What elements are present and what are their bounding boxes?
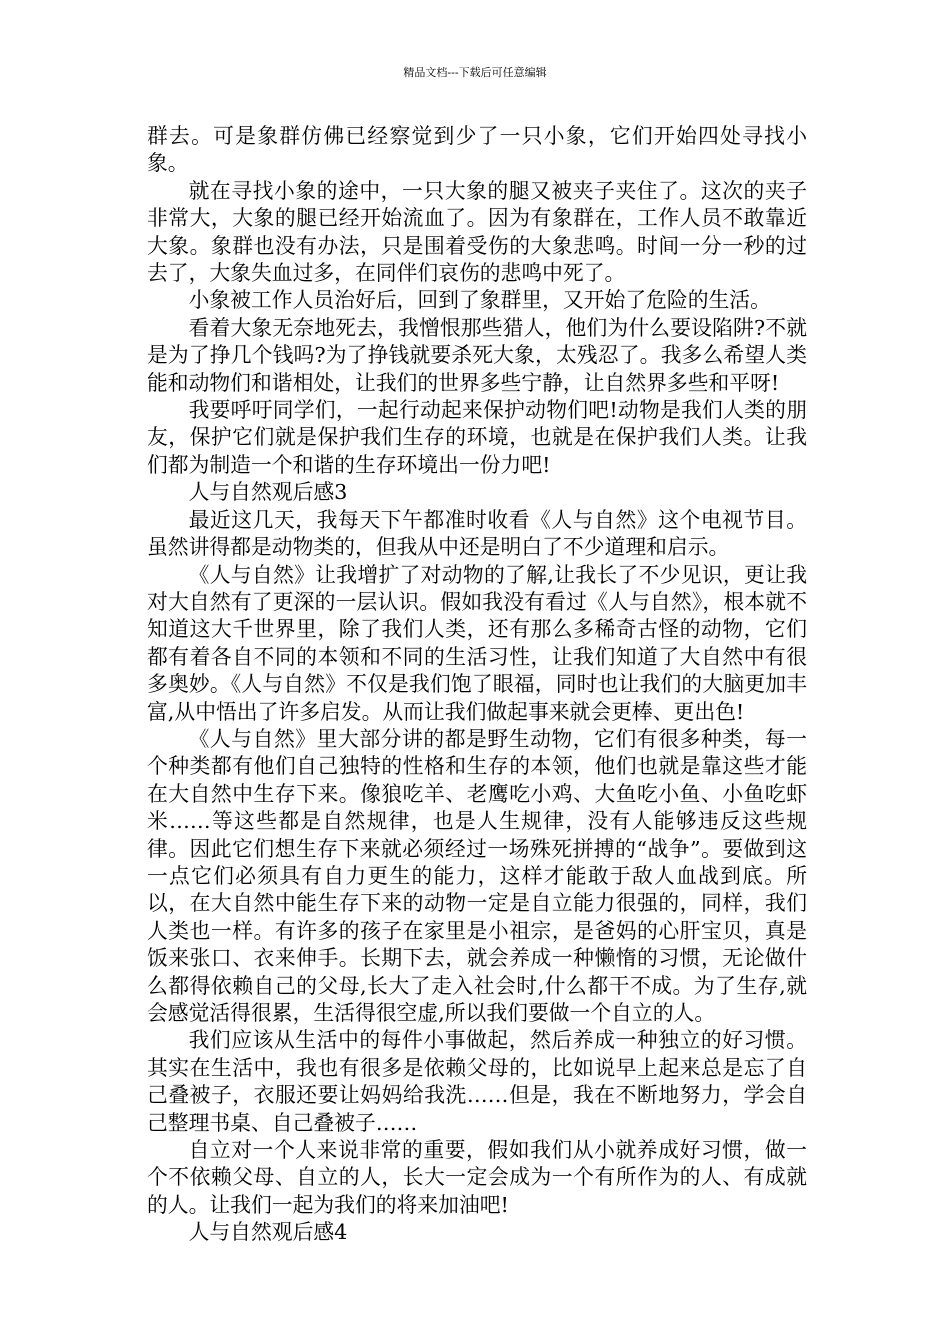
paragraph: 《人与自然》里大部分讲的都是野生动物，它们有很多种类，每一个种类都有他们自己独特的性格和生存的本领，他们也就是靠这些才能在大自然中生存下来。像狼吃羊、老鹰吃小鸡、大鱼吃小鱼、小鱼吃虾米……等这些都是自然规律，也是人生规律，没有人能够违反这些规律。因此它们想生存下来就必须经过一场殊死拼搏的“战争”。要做到这一点它们必须具有自力更生的能力，这样才能敢于敌人血战到底。所以，在大自然中能生存下来的动物一定是自立能力很强的，同样，我们人类也一样。有许多的孩子在家里是小祖宗，是爸妈的心肝宝贝，真是饭来张口、衣来伸手。长期下去，就会养成一种懒惰的习惯，无论做什么都得依赖自己的父母,长大了走入社会时,什么都干不成。为了生存,就会感觉活得很累，生活得很空虚,所以我们要做一个自立的人。: [147, 726, 807, 1025]
paragraph: 看着大象无奈地死去，我憎恨那些猎人，他们为什么要设陷阱?不就是为了挣几个钱吗?为了挣钱就要杀死大象，太残忍了。我多么希望人类能和动物们和谐相处，让我们的世界多些宁静，让自然界多些和平呀!: [147, 315, 807, 395]
paragraph: 我要呼吁同学们，一起行动起来保护动物们吧!动物是我们人类的朋友，保护它们就是保护我们生存的环境，也就是在保护我们人类。让我们都为制造一个和谐的生存环境出一份力吧!: [147, 398, 807, 477]
paragraph: 《人与自然》让我增扩了对动物的了解,让我长了不少见识，更让我对大自然有了更深的一层认识。假如我没有看过《人与自然》，根本就不知道这大千世界里，除了我们人类，还有那么多稀奇古怪的动物，它们都有着各自不同的本领和不同的生活习性，让我们知道了大自然中有很多奥妙。《人与自然》不仅是我们饱了眼福，同时也让我们的大脑更加丰富,从中悟出了许多启发。从而让我们做起事来就会更棒、更出色!: [147, 562, 807, 724]
section-heading: 人与自然观后感3: [188, 480, 348, 505]
paragraph: 群去。可是象群仿佛已经察觉到少了一只小象，它们开始四处寻找小象。: [147, 124, 807, 176]
section-heading: 人与自然观后感4: [188, 1220, 348, 1245]
paragraph: 最近这几天，我每天下午都准时收看《人与自然》这个电视节目。虽然讲得都是动物类的，但我从中还是明白了不少道理和启示。: [147, 507, 807, 560]
document-body: [147, 123, 807, 1247]
paragraph: 我们应该从生活中的每件小事做起，然后养成一种独立的好习惯。其实在生活中，我也有很多是依赖父母的，比如说早上起来总是忘了自己叠被子，衣服还要让妈妈给我洗……但是，我在不断地努力，学会自己整理书桌、自己叠被子……: [147, 1028, 807, 1135]
paragraph: 就在寻找小象的途中，一只大象的腿又被夹子夹住了。这次的夹子非常大，大象的腿已经开始流血了。因为有象群在，工作人员不敢靠近大象。象群也没有办法，只是围着受伤的大象悲鸣。时间一分一秒的过去了，大象失血过多，在同伴们哀伤的悲鸣中死了。: [147, 178, 807, 286]
page-header: 精品文档---下载后可任意编辑: [403, 66, 547, 79]
paragraph: 自立对一个人来说非常的重要，假如我们从小就养成好习惯，做一个不依赖父母、自立的人，长大一定会成为一个有所作为的人、有成就的人。让我们一起为我们的将来加油吧!: [147, 1138, 807, 1217]
paragraph: 小象被工作人员治好后，回到了象群里，又开始了危险的生活。: [188, 288, 771, 313]
